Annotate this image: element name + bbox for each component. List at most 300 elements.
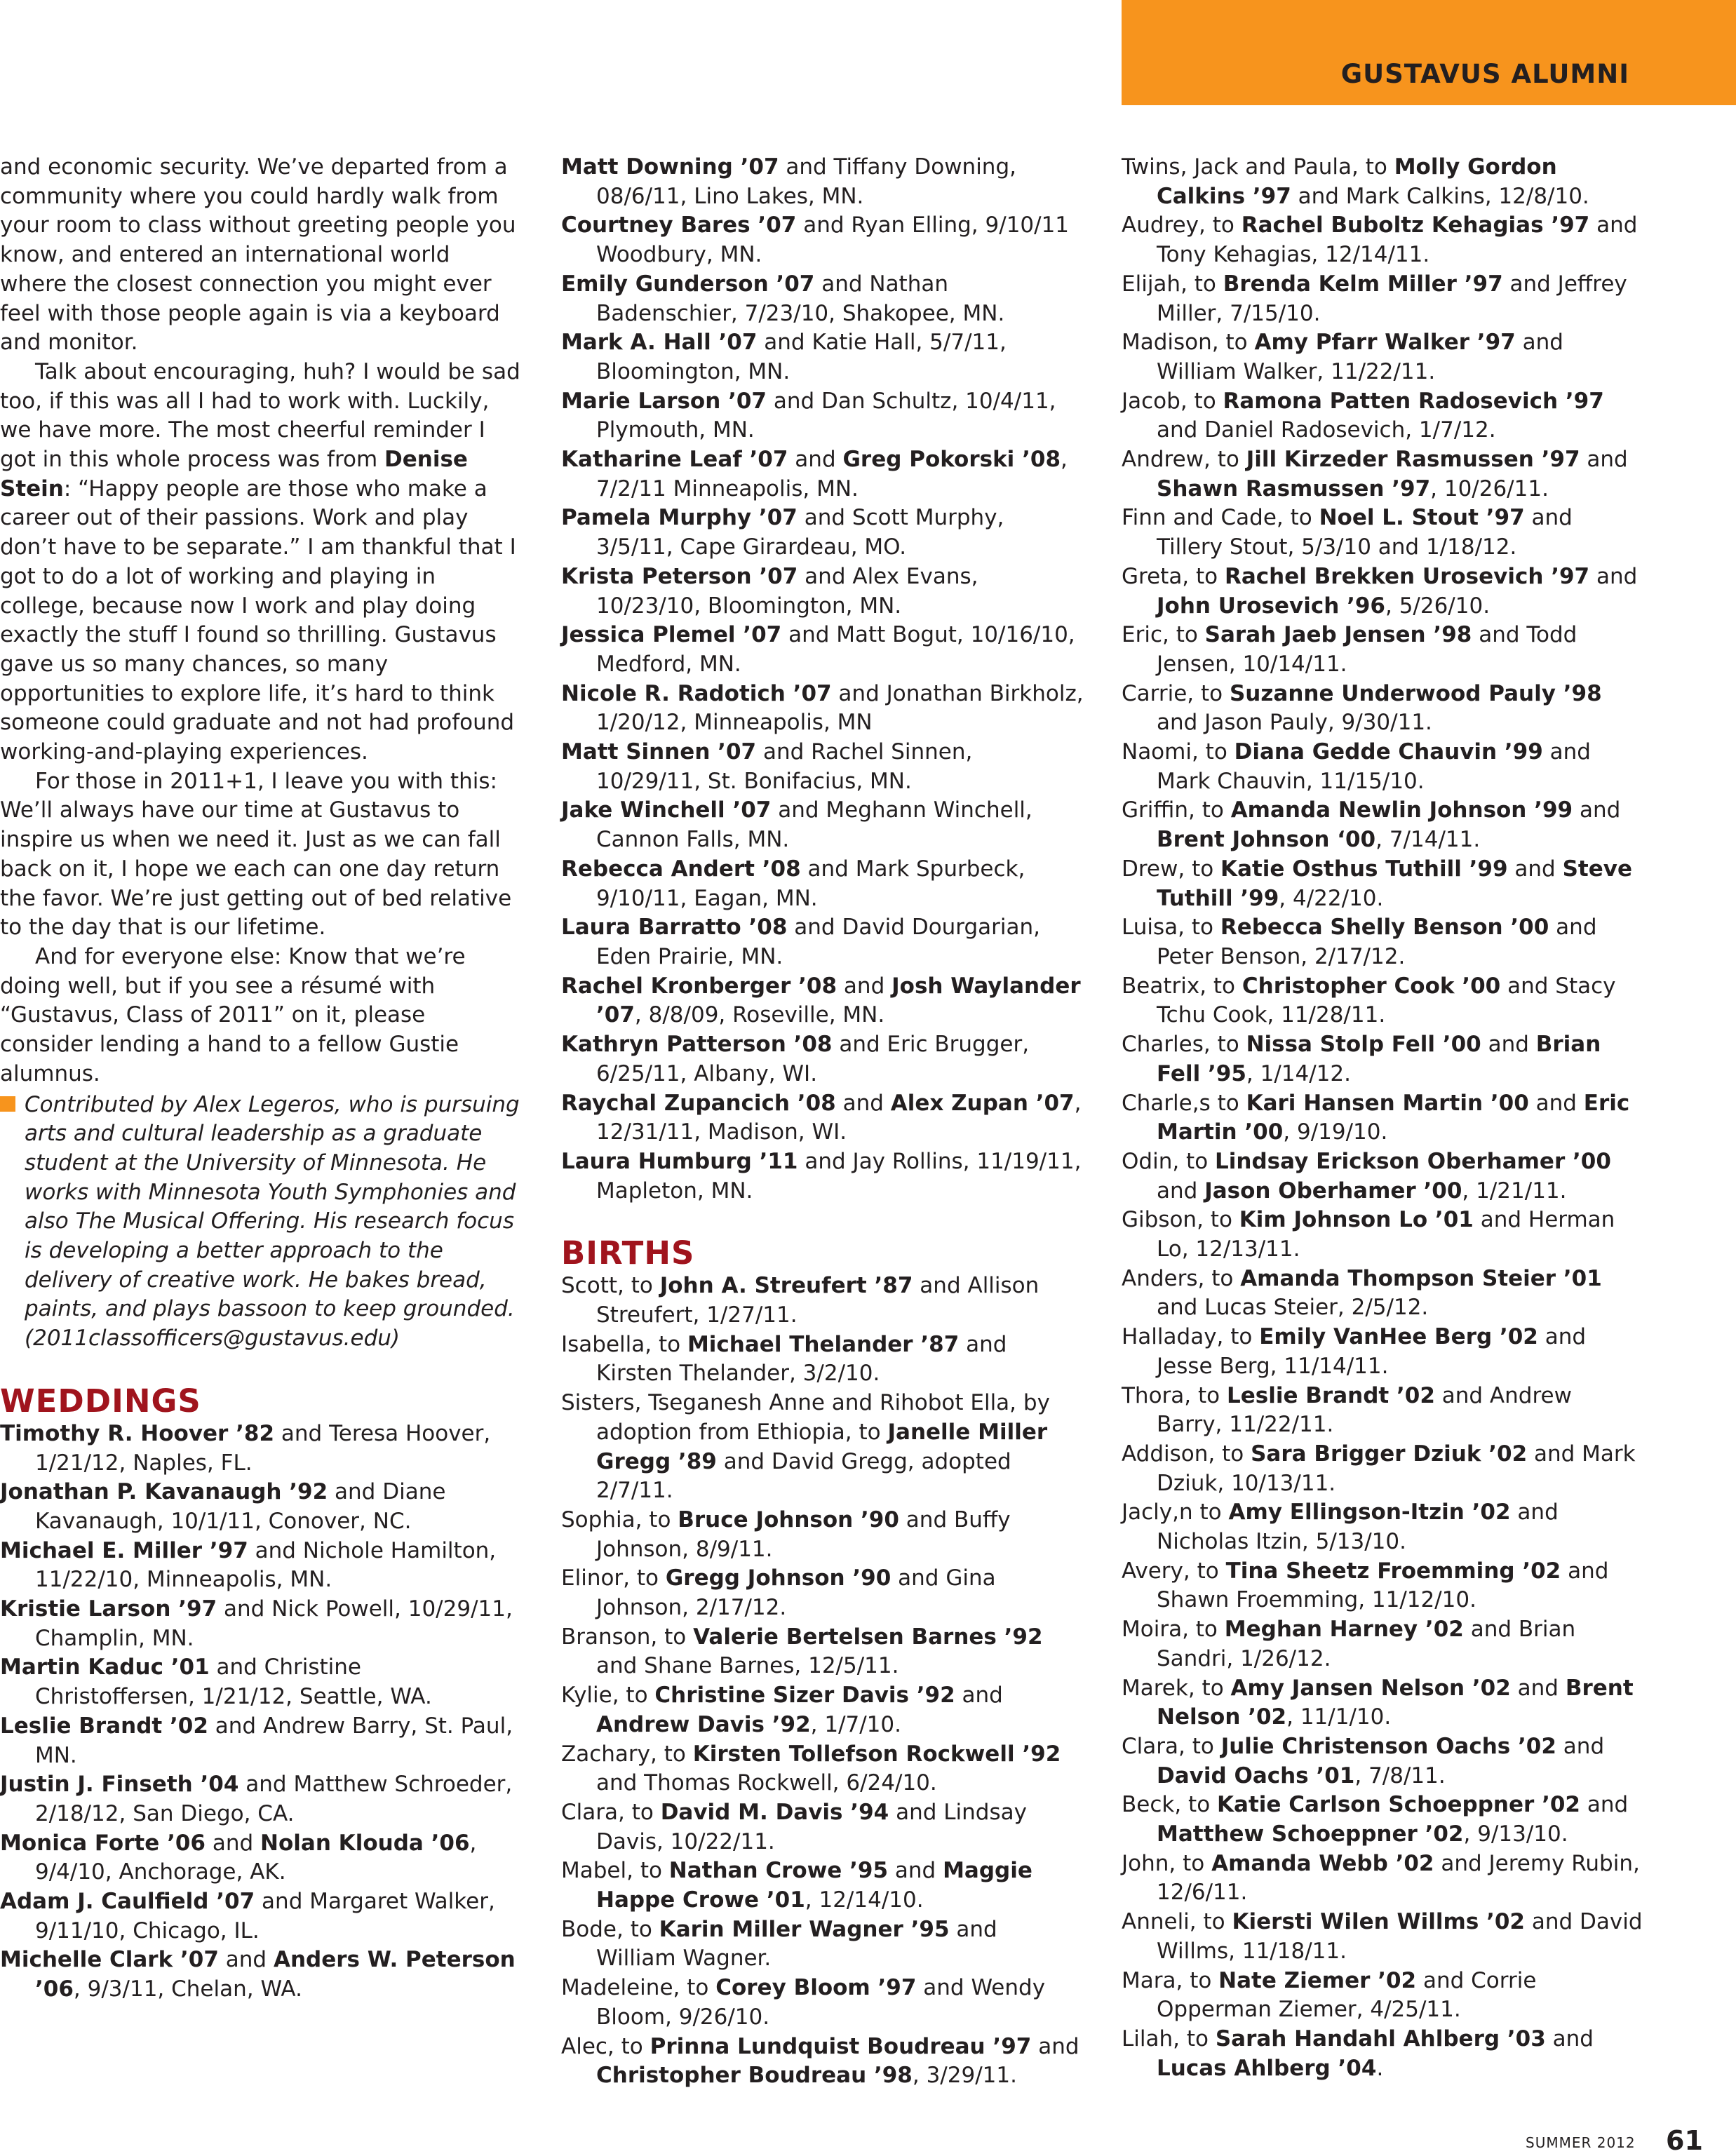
entry-text: Naomi, to: [1122, 739, 1234, 765]
entry-text: Bode, to: [561, 1916, 659, 1942]
alumni-name: Valerie Bertelsen Barnes ’92: [693, 1624, 1043, 1650]
alumni-name: Kiersti Wilen Willms ’02: [1232, 1909, 1526, 1935]
birth-entry: [1122, 1615, 1644, 1673]
entry-text: and: [218, 1947, 274, 1973]
alumni-name: Alex Zupan ’07: [890, 1090, 1075, 1116]
entry-text: and: [1528, 1090, 1584, 1116]
alumni-name: Josh Waylander ’07: [596, 973, 1081, 1028]
birth-entry: [1122, 445, 1644, 504]
entry-text: , 9/4/10, Anchorage, AK.: [35, 1830, 477, 1885]
entry-text: and Peter Benson, 2/17/12.: [1157, 915, 1597, 969]
entry-text: and Meghann Winchell, Cannon Falls, MN.: [596, 797, 1032, 853]
alumni-name: Julie Christenson Oachs ’02: [1220, 1733, 1556, 1759]
entry-text: , 7/2/11 Minneapolis, MN.: [596, 447, 1068, 501]
birth-entry: [1122, 1850, 1644, 1908]
entry-text: and Scott Murphy, 3/5/11, Cape Girardeau, MO.: [596, 505, 1004, 560]
entry-text: and Tony Kehagias, 12/14/11.: [1157, 213, 1638, 268]
birth-entry: [561, 1330, 1084, 1389]
birth-entry: [561, 1272, 1084, 1330]
entry-text: Madeleine, to: [561, 1975, 716, 2001]
entry-text: and: [955, 1683, 1003, 1709]
entry-text: Alec, to: [561, 2033, 650, 2059]
entry-text: and Mark Spurbeck, 9/10/11, Eagan, MN.: [596, 856, 1025, 911]
alumni-name: Michael Thelander ’87: [687, 1331, 960, 1357]
entry-text: , 9/13/10.: [1463, 1821, 1568, 1847]
alumni-name: Nicole R. Radotich ’07: [561, 680, 832, 706]
alumni-name: Emily Gunderson ’07: [561, 271, 815, 297]
entry-text: , 1/21/11.: [1462, 1178, 1567, 1204]
entry-text: and Lucas Steier, 2/5/12.: [1157, 1295, 1429, 1321]
alumni-name: Meghan Harney ’02: [1224, 1617, 1464, 1643]
alumni-name: Noel L. Stout ’97: [1319, 505, 1525, 531]
wedding-entry: [561, 1147, 1084, 1206]
entry-text: Elijah, to: [1122, 271, 1223, 297]
birth-entry: [1122, 2025, 1644, 2083]
entry-text: Luisa, to: [1122, 915, 1220, 941]
page-number: 61: [1666, 2125, 1703, 2156]
entry-text: and Stacy Tchu Cook, 11/28/11.: [1157, 973, 1616, 1028]
entry-text: , 1/7/10.: [810, 1711, 901, 1737]
entry-text: Odin, to: [1122, 1148, 1216, 1174]
entry-text: Anneli, to: [1122, 1909, 1232, 1935]
entry-text: and David Willms, 11/18/11.: [1157, 1909, 1643, 1964]
wedding-entry: [561, 796, 1084, 854]
entry-text: and Brian Sandri, 1/26/12.: [1157, 1617, 1576, 1671]
alumni-name: Sarah Handahl Ahlberg ’03: [1215, 2026, 1546, 2051]
alumni-name: Andrew Davis ’92: [596, 1711, 811, 1737]
birth-entry: [1122, 1791, 1644, 1849]
wedding-entry: [561, 270, 1084, 328]
entry-text: and Buffy Johnson, 8/9/11.: [596, 1507, 1011, 1562]
essay-paragraph: [0, 358, 523, 767]
entry-text: Isabella, to: [561, 1331, 687, 1357]
entry-text: and: [835, 1090, 891, 1116]
entry-text: and Tillery Stout, 5/3/10 and 1/18/12.: [1157, 505, 1573, 560]
birth-entry: [1122, 328, 1644, 386]
entry-text: and Mark Calkins, 12/8/10.: [1291, 183, 1589, 209]
entry-text: Marek, to: [1122, 1675, 1231, 1701]
birth-entry: [1122, 1967, 1644, 2025]
birth-entry: [1122, 621, 1644, 679]
birth-entry: [561, 1740, 1084, 1798]
entry-text: and Nathan Badenschier, 7/23/10, Shakopee, MN.: [596, 271, 1005, 326]
entry-text: and Jeffrey Miller, 7/15/10.: [1157, 271, 1627, 326]
entry-text: Thora, to: [1122, 1382, 1227, 1408]
alumni-name: Anders W. Peterson ’06: [35, 1947, 516, 2002]
wedding-entry: [0, 1829, 523, 1887]
entry-text: , 7/14/11.: [1375, 827, 1481, 853]
entry-text: and Christine Christoffersen, 1/21/12, Seattle, WA.: [35, 1655, 432, 1710]
alumni-name: Suzanne Underwood Pauly ’98: [1229, 680, 1602, 706]
entry-text: Charles, to: [1122, 1032, 1246, 1058]
entry-text: Gibson, to: [1122, 1207, 1239, 1233]
entry-text: Clara, to: [1122, 1733, 1221, 1759]
alumni-name: Steve Tuthill ’99: [1157, 856, 1632, 911]
entry-text: Madison, to: [1122, 330, 1255, 356]
alumni-name: Nolan Klouda ’06: [260, 1830, 470, 1856]
entry-text: Anders, to: [1122, 1265, 1241, 1291]
entry-text: Finn and Cade, to: [1122, 505, 1319, 531]
entry-text: and Todd Jensen, 10/14/11.: [1157, 622, 1577, 677]
birth-entry: [1122, 972, 1644, 1030]
entry-text: Jacob, to: [1122, 388, 1223, 414]
entry-text: .: [1376, 2055, 1384, 2081]
essay-paragraph: For those in 2011+1, I leave you with this: We’ll always have our time at Gustavus to inspire us when we need it. Just as we can fall back on it, I hope we each can one day return the favor. We’re just getting out of bed relative to the day that is our lifetime.: [0, 768, 512, 941]
birth-entry: [1122, 387, 1644, 445]
weddings-list-part-2: [561, 153, 1084, 1206]
alumni-name: Matt Downing ’07: [561, 154, 779, 180]
alumni-name: Kim Johnson Lo ’01: [1239, 1207, 1474, 1233]
alumni-name: Monica Forte ’06: [0, 1830, 206, 1856]
birth-entry: [1122, 1265, 1644, 1323]
column-3: [1122, 153, 1644, 2083]
entry-text: and Herman Lo, 12/13/11.: [1157, 1207, 1615, 1262]
alumni-name: Leslie Brandt ’02: [0, 1713, 208, 1739]
alumni-name: David M. Davis ’94: [660, 1799, 889, 1825]
entry-text: Elinor, to: [561, 1565, 666, 1591]
alumni-name: Greg Pokorski ’08: [842, 447, 1061, 473]
alumni-name: Laura Barratto ’08: [561, 915, 788, 941]
alumni-name: Amy Jansen Nelson ’02: [1230, 1675, 1511, 1701]
alumni-name: Kristie Larson ’97: [0, 1596, 217, 1622]
entry-text: Charle,s to: [1122, 1090, 1246, 1116]
entry-text: , 7/8/11.: [1354, 1763, 1446, 1788]
alumni-name: Michelle Clark ’07: [0, 1947, 219, 1973]
entry-text: and David Gregg, adopted 2/7/11.: [596, 1448, 1011, 1504]
entry-text: , 5/26/10.: [1385, 593, 1491, 619]
entry-text: Mabel, to: [561, 1858, 669, 1884]
birth-entry: [1122, 211, 1644, 269]
entry-text: and Nicholas Itzin, 5/13/10.: [1157, 1500, 1559, 1555]
entry-text: and: [206, 1830, 261, 1856]
issue-label: SUMMER 2012: [1526, 2134, 1636, 2151]
alumni-name: David Oachs ’01: [1157, 1763, 1355, 1788]
entry-text: Lilah, to: [1122, 2026, 1216, 2051]
alumni-name: Matthew Schoeppner ’02: [1157, 1821, 1464, 1847]
alumni-name: Nissa Stolp Fell ’00: [1246, 1032, 1481, 1058]
alumni-name: Prinna Lundquist Boudreau ’97: [650, 2033, 1032, 2059]
alumni-name: Courtney Bares ’07: [561, 213, 797, 238]
alumni-name: Adam J. Caulfield ’07: [0, 1889, 255, 1915]
wedding-entry: [561, 972, 1084, 1030]
alumni-name: Brian Fell ’95: [1157, 1032, 1601, 1086]
entry-text: and: [1580, 447, 1628, 473]
entry-text: , 9/19/10.: [1283, 1119, 1388, 1145]
alumni-name: John A. Streufert ’87: [659, 1273, 913, 1299]
entry-text: Eric, to: [1122, 622, 1205, 648]
alumni-name: Timothy R. Hoover ’82: [0, 1420, 275, 1446]
quoted-person: Denise Stein: [0, 447, 468, 501]
entry-text: and Jason Pauly, 9/30/11.: [1157, 710, 1432, 736]
wedding-entry: [561, 562, 1084, 621]
alumni-name: Laura Humburg ’11: [561, 1148, 798, 1174]
alumni-name: Katie Carlson Schoeppner ’02: [1217, 1792, 1580, 1818]
birth-entry: [1122, 1089, 1644, 1147]
entry-text: and: [837, 973, 892, 999]
alumni-name: Kari Hansen Martin ’00: [1246, 1090, 1529, 1116]
entry-text: and Shawn Froemming, 11/12/10.: [1157, 1558, 1609, 1613]
entry-text: and: [788, 447, 843, 473]
entry-text: Sophia, to: [561, 1507, 678, 1532]
alumni-name: Amy Pfarr Walker ’97: [1254, 330, 1516, 356]
entry-text: and Katie Hall, 5/7/11, Bloomington, MN.: [596, 330, 1007, 384]
wedding-entry: [561, 1089, 1084, 1147]
alumni-name: Maggie Happe Crowe ’01: [596, 1858, 1032, 1913]
entry-text: , 9/3/11, Chelan, WA.: [73, 1976, 302, 2002]
alumni-name: Tina Sheetz Froemming ’02: [1225, 1558, 1561, 1584]
entry-text: and Margaret Walker, 9/11/10, Chicago, IL.: [35, 1889, 495, 1943]
alumni-name: Nathan Crowe ’95: [668, 1858, 889, 1884]
birth-entry: [1122, 153, 1644, 211]
weddings-list-part-1: [0, 1420, 523, 2005]
alumni-name: Emily VanHee Berg ’02: [1259, 1324, 1538, 1350]
alumni-name: Lindsay Erickson Oberhamer ’00: [1215, 1148, 1611, 1174]
entry-text: Greta, to: [1122, 563, 1225, 589]
birth-entry: [1122, 1908, 1644, 1966]
wedding-entry: [561, 211, 1084, 269]
square-bullet-icon: [0, 1096, 15, 1112]
entry-text: and Jeremy Rubin, 12/6/11.: [1157, 1850, 1640, 1906]
entry-text: Sisters, Tseganesh Anne and Rihobot Ella, by adoption from Ethiopia, to: [561, 1390, 1050, 1445]
wedding-entry: [0, 1537, 523, 1595]
entry-text: and: [888, 1858, 943, 1884]
birth-entry: [1122, 855, 1644, 913]
birth-entry: [1122, 270, 1644, 328]
birth-entry: [561, 1974, 1084, 2032]
entry-text: and Lindsay Davis, 10/22/11.: [596, 1799, 1027, 1854]
alumni-name: Gregg Johnson ’90: [665, 1565, 891, 1591]
entry-text: and Alex Evans, 10/23/10, Bloomington, MN.: [596, 563, 978, 619]
birth-entry: [1122, 1498, 1644, 1556]
section-header-bar: [1122, 0, 1736, 105]
entry-text: Twins, Jack and Paula, to: [1122, 154, 1394, 180]
entry-text: and Rachel Sinnen, 10/29/11, St. Bonifacius, MN.: [596, 739, 973, 794]
birth-entry: [561, 2033, 1084, 2091]
entry-text: Addison, to: [1122, 1441, 1251, 1467]
entry-text: Scott, to: [561, 1273, 660, 1299]
alumni-name: Marie Larson ’07: [561, 388, 767, 414]
alumni-name: Molly Gordon Calkins ’97: [1157, 154, 1557, 209]
entry-text: Griffin, to: [1122, 797, 1231, 823]
alumni-name: Michael E. Miller ’97: [0, 1537, 248, 1563]
essay-text: Talk about encouraging, huh? I would be sad too, if this was all I had to work with. Luckily, we have more. The most cheerful reminder I got in this whole process was from: [0, 358, 520, 473]
birth-entry: [1122, 1440, 1644, 1498]
wedding-entry: [561, 621, 1084, 679]
entry-text: and Thomas Rockwell, 6/24/10.: [596, 1770, 937, 1796]
birth-entry: [561, 1681, 1084, 1739]
alumni-name: Katie Osthus Tuthill ’99: [1220, 856, 1508, 882]
entry-text: and William Walker, 11/22/11.: [1157, 330, 1563, 384]
entry-text: John, to: [1122, 1850, 1212, 1876]
birth-entry: [561, 1623, 1084, 1681]
alumni-name: Krista Peterson ’07: [561, 563, 798, 589]
entry-text: and Mark Dziuk, 10/13/11.: [1157, 1441, 1636, 1496]
alumni-name: Jonathan P. Kavanaugh ’92: [0, 1479, 328, 1505]
wedding-entry: [561, 504, 1084, 562]
entry-text: , 12/31/11, Madison, WI.: [596, 1090, 1082, 1145]
births-list-part-2: [1122, 153, 1644, 2083]
alumni-name: John Urosevich ’96: [1157, 593, 1385, 619]
entry-text: Carrie, to: [1122, 680, 1230, 706]
entry-text: , 12/14/10.: [805, 1887, 924, 1913]
section-title: GUSTAVUS ALUMNI: [1340, 59, 1629, 89]
birth-entry: [561, 1389, 1084, 1506]
entry-text: and Jesse Berg, 11/14/11.: [1157, 1324, 1587, 1379]
birth-entry: [561, 1506, 1084, 1564]
alumni-name: Rachel Buboltz Kehagias ’97: [1241, 213, 1590, 238]
alumni-name: Amy Ellingson-Itzin ’02: [1228, 1500, 1511, 1525]
entry-text: and: [1573, 797, 1621, 823]
entry-text: Branson, to: [561, 1624, 694, 1650]
entry-text: and Nick Powell, 10/29/11, Champlin, MN.: [35, 1596, 513, 1651]
entry-text: and Jonathan Birkholz, 1/20/12, Minneapolis, MN: [596, 680, 1084, 736]
alumni-name: Jessica Plemel ’07: [561, 622, 782, 648]
alumni-name: Nate Ziemer ’02: [1218, 1967, 1417, 1993]
alumni-name: Brent Johnson ‘00: [1157, 827, 1376, 853]
entry-text: and Tiffany Downing, 08/6/11, Lino Lakes, MN.: [596, 154, 1016, 209]
wedding-entry: [0, 1478, 523, 1536]
entry-text: and: [1481, 1032, 1536, 1058]
entry-text: Audrey, to: [1122, 213, 1242, 238]
entry-text: Mara, to: [1122, 1967, 1219, 1993]
alumni-name: Pamela Murphy ’07: [561, 505, 798, 531]
entry-text: and Eric Brugger, 6/25/11, Albany, WI.: [596, 1032, 1030, 1086]
birth-entry: [1122, 1206, 1644, 1264]
birth-entry: [1122, 738, 1644, 796]
alumni-name: Martin Kaduc ’01: [0, 1655, 210, 1680]
wedding-entry: [0, 1712, 523, 1770]
alumni-name: Corey Bloom ’97: [715, 1975, 917, 2001]
entry-text: and David Dourgarian, Eden Prairie, MN.: [596, 915, 1041, 969]
wedding-entry: [561, 387, 1084, 445]
birth-entry: [1122, 1557, 1644, 1615]
birth-entry: [1122, 1732, 1644, 1791]
alumni-name: Brenda Kelm Miller ’97: [1223, 271, 1503, 297]
entry-text: Kylie, to: [561, 1683, 655, 1709]
birth-entry: [561, 1915, 1084, 1974]
essay-paragraph: and economic security. We’ve departed from a community where you could hardly walk from your room to class without greeting people you know, and entered an international world where the closest connection you might ever feel with those people again is via a keyboard and monitor.: [0, 154, 516, 356]
alumni-name: Rachel Kronberger ’08: [561, 973, 837, 999]
entry-text: and Shane Barnes, 12/5/11.: [596, 1653, 899, 1679]
wedding-entry: [0, 1420, 523, 1478]
entry-text: , 1/14/12.: [1246, 1060, 1351, 1086]
alumni-name: Rebecca Shelly Benson ’00: [1220, 915, 1549, 941]
alumni-name: Christopher Boudreau ’98: [596, 2063, 913, 2089]
entry-text: and Gina Johnson, 2/17/12.: [596, 1565, 996, 1621]
alumni-name: Sara Brigger Dziuk ’02: [1251, 1441, 1528, 1467]
essay-paragraph: And for everyone else: Know that we’re doing well, but if you see a résumé with “Gustavus, Class of 2011” on it, please consider lending a hand to a fellow Gustie alumnus.: [0, 943, 466, 1086]
entry-text: and Nichole Hamilton, 11/22/10, Minneapolis, MN.: [35, 1537, 497, 1593]
alumni-name: Sarah Jaeb Jensen ’98: [1204, 622, 1472, 648]
wedding-entry: [561, 328, 1084, 386]
column-1: [0, 153, 523, 2005]
entry-text: and: [1589, 563, 1638, 589]
entry-text: and Matt Bogut, 10/16/10, Medford, MN.: [596, 622, 1075, 677]
entry-text: and William Wagner.: [596, 1916, 997, 1972]
entry-text: , 8/8/09, Roseville, MN.: [634, 1002, 885, 1028]
alumni-name: Bruce Johnson ’90: [678, 1507, 899, 1532]
entry-text: Beck, to: [1122, 1792, 1218, 1818]
birth-entry: [1122, 1323, 1644, 1381]
birth-entry: [1122, 796, 1644, 854]
births-heading: BIRTHS: [561, 1234, 695, 1272]
entry-text: and Daniel Radosevich, 1/7/12.: [1157, 417, 1496, 443]
alumni-name: Eric Martin ’00: [1157, 1090, 1630, 1145]
birth-entry: [1122, 1147, 1644, 1206]
contributor-note: [0, 1091, 523, 1354]
entry-text: and Allison Streufert, 1/27/11.: [596, 1273, 1039, 1328]
entry-text: and: [1507, 856, 1563, 882]
entry-text: , 10/26/11.: [1430, 476, 1549, 501]
alumni-name: Amanda Newlin Johnson ’99: [1230, 797, 1573, 823]
entry-text: Clara, to: [561, 1799, 661, 1825]
birth-entry: [561, 1857, 1084, 1915]
alumni-name: Jake Winchell ’07: [561, 797, 772, 823]
birth-entry: [561, 1798, 1084, 1857]
alumni-name: Raychal Zupancich ’08: [561, 1090, 836, 1116]
wedding-entry: [0, 1770, 523, 1828]
alumni-name: Jill Kirzeder Rasmussen ’97: [1246, 447, 1580, 473]
entry-text: and Kirsten Thelander, 3/2/10.: [596, 1331, 1007, 1387]
entry-text: , 11/1/10.: [1286, 1704, 1392, 1730]
alumni-name: Jason Oberhamer ’00: [1204, 1178, 1462, 1204]
alumni-name: Leslie Brandt ’02: [1226, 1382, 1435, 1408]
entry-text: Jacly,n to: [1122, 1500, 1229, 1525]
entry-text: and: [1580, 1792, 1629, 1818]
alumni-name: Kathryn Patterson ’08: [561, 1032, 833, 1058]
entry-text: , 3/29/11.: [912, 2063, 1017, 2089]
entry-text: and Teresa Hoover, 1/21/12, Naples, FL.: [35, 1420, 491, 1476]
alumni-name: Shawn Rasmussen ’97: [1157, 476, 1431, 501]
entry-text: and: [1510, 1675, 1566, 1701]
entry-text: and Andrew Barry, St. Paul, MN.: [35, 1713, 513, 1768]
birth-entry: [1122, 504, 1644, 562]
wedding-entry: [561, 913, 1084, 971]
alumni-name: Lucas Ahlberg ’04: [1157, 2055, 1377, 2081]
entry-text: and Andrew Barry, 11/22/11.: [1157, 1382, 1572, 1438]
entry-text: Andrew, to: [1122, 447, 1246, 473]
entry-text: Halladay, to: [1122, 1324, 1260, 1350]
alumni-name: Diana Gedde Chauvin ’99: [1234, 739, 1543, 765]
entry-text: Zachary, to: [561, 1741, 693, 1767]
entry-text: and Wendy Bloom, 9/26/10.: [596, 1975, 1046, 2030]
entry-text: Beatrix, to: [1122, 973, 1242, 999]
entry-text: and: [1556, 1733, 1605, 1759]
alumni-name: Ramona Patten Radosevich ’97: [1223, 388, 1604, 414]
alumni-name: Rebecca Andert ’08: [561, 856, 801, 882]
entry-text: , 4/22/10.: [1279, 885, 1384, 911]
births-list-part-1: [561, 1272, 1084, 2091]
wedding-entry: [561, 680, 1084, 738]
birth-entry: [1122, 1674, 1644, 1732]
wedding-entry: [561, 1030, 1084, 1089]
alumni-name: Amanda Webb ’02: [1211, 1850, 1434, 1876]
entry-text: and Dan Schultz, 10/4/11, Plymouth, MN.: [596, 388, 1056, 443]
birth-entry: [1122, 913, 1644, 971]
entry-text: and: [1157, 1178, 1205, 1204]
wedding-entry: [561, 445, 1084, 504]
entry-text: and Corrie Opperman Ziemer, 4/25/11.: [1157, 1967, 1537, 2023]
birth-entry: [561, 1564, 1084, 1622]
contributor-text: Contributed by Alex Legeros, who is pursuing arts and cultural leadership as a graduate student at the University of Minnesota. He works with Minnesota Youth Symphonies and also The Musical Offering. His research focus is developing a better approach to the delivery of creative work. He bakes bread, paints, and plays bassoon to keep grounded. (2011classofficers@gustavus.edu): [25, 1091, 520, 1352]
entry-text: and Diane Kavanaugh, 10/1/11, Conover, NC.: [35, 1479, 446, 1534]
alumni-name: Justin J. Finseth ’04: [0, 1772, 239, 1798]
entry-text: and Jay Rollins, 11/19/11, Mapleton, MN.: [596, 1148, 1082, 1204]
column-2: [561, 153, 1084, 2091]
alumni-name: Katharine Leaf ’07: [561, 447, 788, 473]
wedding-entry: [561, 738, 1084, 796]
alumni-name: Rachel Brekken Urosevich ’97: [1225, 563, 1590, 589]
